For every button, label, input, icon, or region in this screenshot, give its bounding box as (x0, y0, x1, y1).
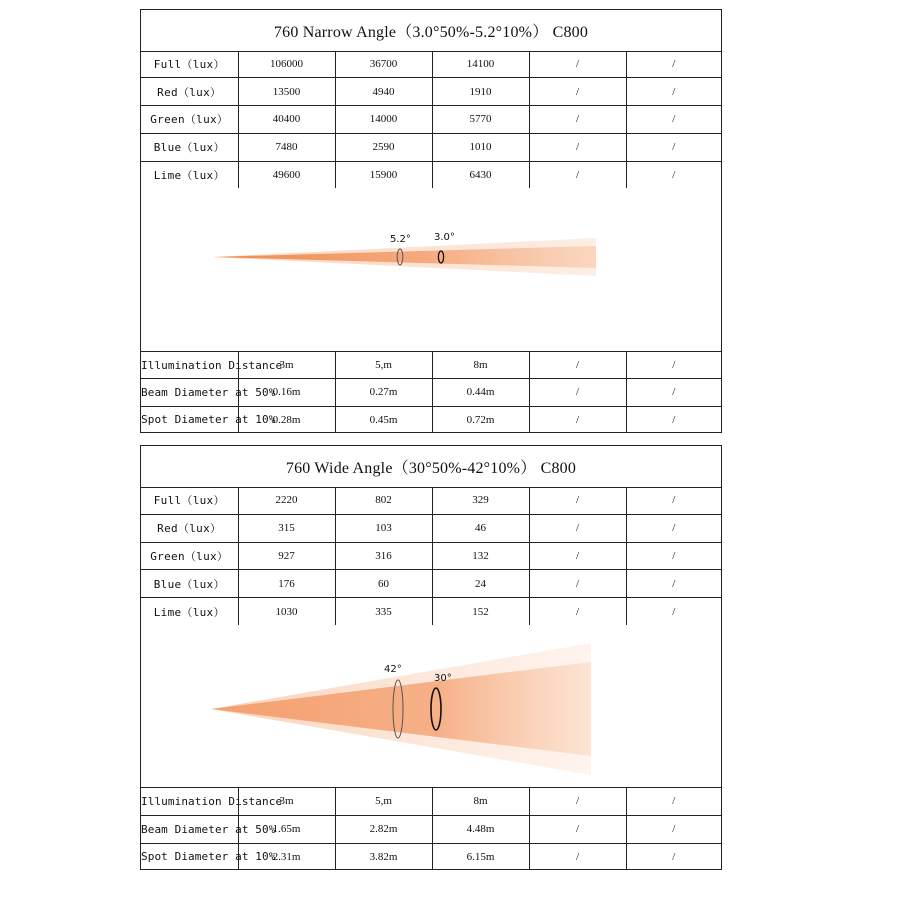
table-row (141, 352, 721, 379)
cell: / (529, 843, 626, 870)
row-label: Lime（lux） (141, 598, 238, 625)
row-label: Illumination Distance (141, 788, 238, 815)
cell: / (626, 51, 721, 78)
narrow-beam-diagram (141, 188, 721, 352)
cell: 14100 (432, 51, 529, 78)
cell: 5770 (432, 106, 529, 134)
narrow-title: 760 Narrow Angle（3.0°50%-5.2°10%） C800 (141, 10, 721, 52)
narrow-distance-table (141, 352, 721, 433)
cell: 2590 (335, 133, 432, 161)
row-label: Spot Diameter at 10% (141, 843, 238, 870)
cell: 15900 (335, 161, 432, 188)
cell: 315 (238, 514, 335, 542)
cell: / (626, 815, 721, 843)
cell: 1030 (238, 598, 335, 625)
cell: / (626, 352, 721, 379)
cell: / (529, 788, 626, 815)
cell: 152 (432, 598, 529, 625)
table-row (141, 843, 721, 870)
cell: 0.45m (335, 406, 432, 433)
cell: / (626, 487, 721, 514)
cell: 40400 (238, 106, 335, 134)
cell: 8m (432, 788, 529, 815)
cell: / (626, 379, 721, 407)
cell: 329 (432, 487, 529, 514)
cell: 3m (238, 788, 335, 815)
cell: 0.72m (432, 406, 529, 433)
cell: / (529, 815, 626, 843)
cell: 7480 (238, 133, 335, 161)
cell: 0.16m (238, 379, 335, 407)
cell: 4.48m (432, 815, 529, 843)
cell: 0.44m (432, 379, 529, 407)
cell: / (529, 133, 626, 161)
row-label: Beam Diameter at 50% (141, 379, 238, 407)
cell: 36700 (335, 51, 432, 78)
cell: / (529, 379, 626, 407)
cell: / (626, 161, 721, 188)
cell: 2.31m (238, 843, 335, 870)
table-row (141, 487, 721, 514)
table-row (141, 570, 721, 598)
cell: / (626, 406, 721, 433)
table-row (141, 379, 721, 407)
row-label: Blue（lux） (141, 133, 238, 161)
cell: 176 (238, 570, 335, 598)
cell: 0.27m (335, 379, 432, 407)
table-row (141, 106, 721, 134)
cell: 6.15m (432, 843, 529, 870)
cell: 335 (335, 598, 432, 625)
angle-label-10: 42° (384, 664, 402, 675)
cell: 1.65m (238, 815, 335, 843)
wide-title: 760 Wide Angle（30°50%-42°10%） C800 (141, 446, 721, 488)
cell: 14000 (335, 106, 432, 134)
row-label: Beam Diameter at 50% (141, 815, 238, 843)
cell: 4940 (335, 78, 432, 106)
cell: / (626, 514, 721, 542)
cell: / (529, 106, 626, 134)
wide-beam-diagram (141, 625, 721, 788)
table-row (141, 788, 721, 815)
cell: 49600 (238, 161, 335, 188)
cell: / (529, 487, 626, 514)
table-row (141, 133, 721, 161)
row-label: Full（lux） (141, 51, 238, 78)
cell: / (529, 542, 626, 570)
cell: 316 (335, 542, 432, 570)
cell: / (529, 352, 626, 379)
wide-angle-panel (140, 445, 722, 870)
cell: 24 (432, 570, 529, 598)
cell: / (529, 598, 626, 625)
cell: / (626, 570, 721, 598)
row-label: Green（lux） (141, 106, 238, 134)
cell: 1910 (432, 78, 529, 106)
cell: / (529, 78, 626, 106)
table-row (141, 406, 721, 433)
table-row (141, 514, 721, 542)
table-row (141, 51, 721, 78)
angle-label-50: 30° (434, 673, 452, 684)
row-label: Illumination Distance (141, 352, 238, 379)
row-label: Spot Diameter at 10% (141, 406, 238, 433)
cell: 46 (432, 514, 529, 542)
angle-label-50: 3.0° (434, 232, 455, 243)
cell: 2.82m (335, 815, 432, 843)
cell: / (626, 598, 721, 625)
cell: 2220 (238, 487, 335, 514)
cell: 13500 (238, 78, 335, 106)
cell: 5,m (335, 352, 432, 379)
cell: / (529, 406, 626, 433)
cell: / (529, 514, 626, 542)
cell: / (626, 78, 721, 106)
cell: 106000 (238, 51, 335, 78)
cell: 60 (335, 570, 432, 598)
wide-lux-table (141, 487, 721, 625)
cell: 1010 (432, 133, 529, 161)
cell: 103 (335, 514, 432, 542)
cell: 6430 (432, 161, 529, 188)
cell: 0.28m (238, 406, 335, 433)
wide-distance-table (141, 788, 721, 870)
table-row (141, 542, 721, 570)
cell: 8m (432, 352, 529, 379)
cell: 927 (238, 542, 335, 570)
cell: / (626, 843, 721, 870)
cell: / (529, 570, 626, 598)
cell: 132 (432, 542, 529, 570)
angle-label-10: 5.2° (390, 234, 411, 245)
cell: / (529, 51, 626, 78)
cell: / (626, 542, 721, 570)
cell: / (626, 106, 721, 134)
cell: 3.82m (335, 843, 432, 870)
cell: / (626, 133, 721, 161)
table-row (141, 78, 721, 106)
row-label: Green（lux） (141, 542, 238, 570)
table-row (141, 598, 721, 625)
row-label: Blue（lux） (141, 570, 238, 598)
cell: / (529, 161, 626, 188)
cell: 5,m (335, 788, 432, 815)
table-row (141, 815, 721, 843)
table-row (141, 161, 721, 188)
row-label: Lime（lux） (141, 161, 238, 188)
cell: 3m (238, 352, 335, 379)
narrow-angle-panel (140, 9, 722, 433)
cell: 802 (335, 487, 432, 514)
row-label: Red（lux） (141, 514, 238, 542)
cell: / (626, 788, 721, 815)
row-label: Full（lux） (141, 487, 238, 514)
row-label: Red（lux） (141, 78, 238, 106)
narrow-lux-table (141, 51, 721, 188)
